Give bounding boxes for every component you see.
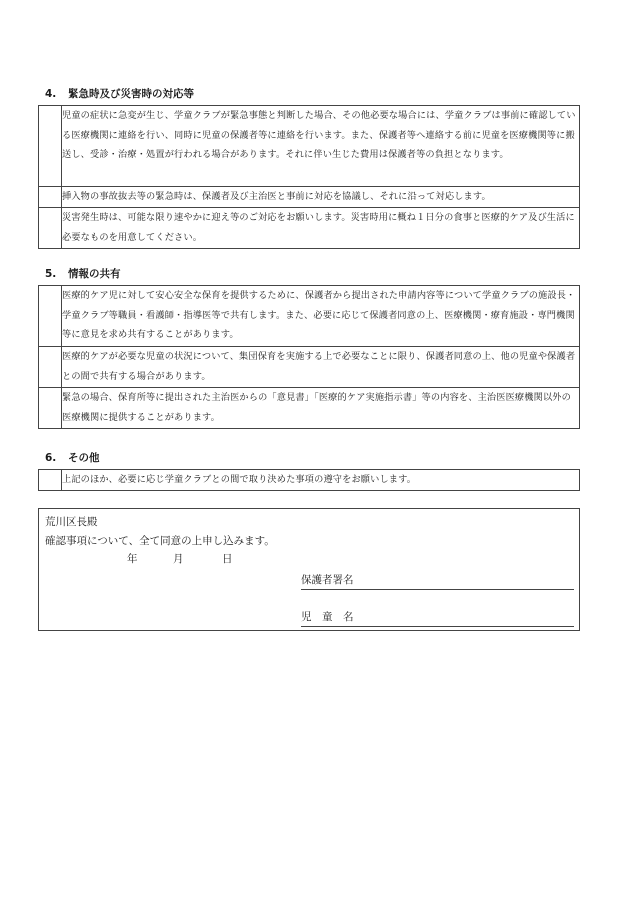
section-number: 5. [45,268,57,280]
section-title: その他 [68,452,100,464]
item-text: 上記のほか、必要に応じ学童クラブとの間で取り決めた事項の遵守をお願いします。 [62,470,580,491]
child-name-field[interactable] [301,610,574,627]
section-emergency [38,87,580,249]
section-heading [45,267,580,281]
consent-statement: 確認事項について、全て同意の上申し込みます。 [45,535,275,547]
section-number: 6. [45,452,57,464]
item-text: 災害発生時は、可能な限り速やかに迎え等のご対応をお願いします。災害時用に概ね１日分の食事と医療的ケア及び生活に必要なものを用意してください。 [62,208,580,249]
section-items-table [38,105,580,249]
section-number: 4. [45,88,57,100]
table-row [39,106,580,187]
item-text: 児童の症状に急変が生じ、学童クラブが緊急事態と判断した場合、その他必要な場合には、学童クラブは事前に確認している医療機関に連絡を行い、同時に児童の保護者等に連絡を行います。また、保護者等へ連絡する前に児童を医療機関等に搬送し、受診・治療・処置が行われる場合があります。それに伴い生じた費用は保護者等の負担となります。 [62,106,580,187]
section-heading [45,87,580,101]
checkbox-cell[interactable] [39,286,62,347]
item-text: 医療的ケア児に対して安心安全な保育を提供するために、保護者から提出された申請内容等について学童クラブの施設長・学童クラブ等職員・看護師・指導医等で共有します。また、必要に応じて保護者同意の上、医療機関・療育施設・専門機関等に意見を求め共有することがあります。 [62,286,580,347]
table-row [39,470,580,491]
table-row [39,347,580,388]
table-row [39,187,580,208]
checkbox-cell[interactable] [39,187,62,208]
date-year-label: 年 [127,553,138,565]
checkbox-cell[interactable] [39,388,62,429]
section-information-sharing [38,267,580,429]
item-text: 緊急の場合、保育所等に提出された主治医からの「意見書」「医療的ケア実施指示書」等の内容を、主治医医療機関以外の医療機関に提供することがあります。 [62,388,580,429]
section-title: 緊急時及び災害時の対応等 [68,88,194,100]
item-text: 医療的ケアが必要な児童の状況について、集団保育を実施する上で必要なことに限り、保護者同意の上、他の児童や保護者との間で共有する場合があります。 [62,347,580,388]
table-row [39,286,580,347]
section-title: 情報の共有 [68,268,121,280]
guardian-signature-field[interactable] [301,573,574,590]
item-text: 挿入物の事故抜去等の緊急時は、保護者及び主治医と事前に対応を協議し、それに沿って対応します。 [62,187,580,208]
table-row [39,388,580,429]
addressee: 荒川区長殿 [45,516,98,528]
checkbox-cell[interactable] [39,106,62,187]
checkbox-cell[interactable] [39,470,62,491]
child-name-label: 児 童 名 [301,611,354,623]
section-items-table [38,469,580,491]
confirmation-box [38,508,580,631]
guardian-signature-label: 保護者署名 [301,574,354,586]
section-heading [45,451,580,465]
date-month-label: 月 [173,553,184,565]
checkbox-cell[interactable] [39,347,62,388]
section-items-table [38,285,580,429]
checkbox-cell[interactable] [39,208,62,249]
section-other [38,451,580,491]
table-row [39,208,580,249]
date-day-label: 日 [222,553,233,565]
